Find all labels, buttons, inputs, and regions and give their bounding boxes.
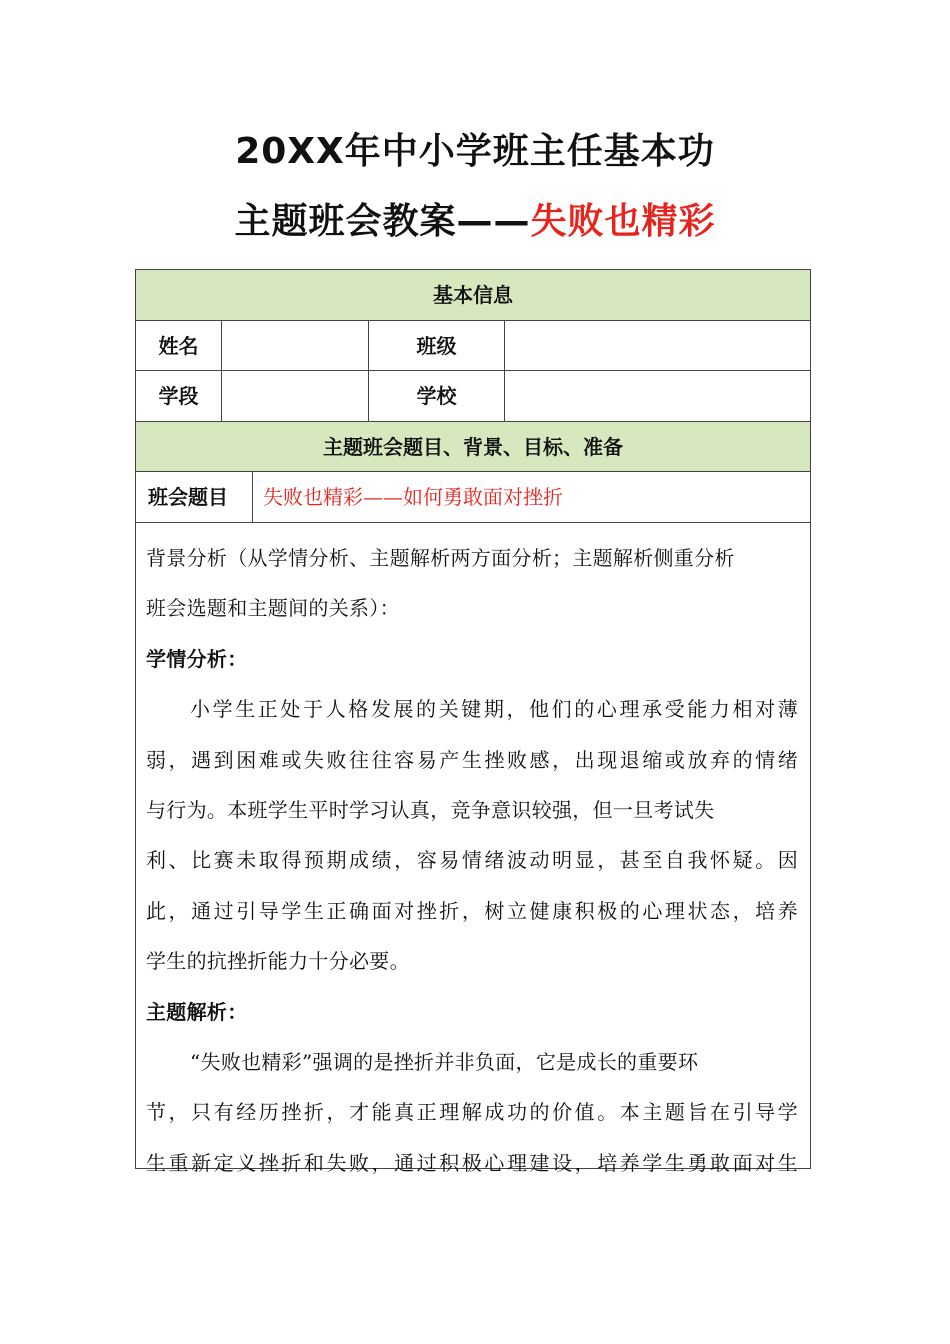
school-field[interactable] (505, 371, 810, 421)
topic-label: 班会题目 (136, 472, 253, 522)
paragraph-line: 学生的抗挫折能力十分必要。 (146, 949, 410, 974)
background-analysis (146, 533, 798, 1188)
background-intro-line: 背景分析（从学情分析、主题解析两方面分析；主题解析侧重分析 (146, 546, 735, 570)
paragraph-line: 节，只有经历挫折，才能真正理解成功的价值。本主题旨在引导学 (146, 1100, 798, 1125)
topic-value: 失败也精彩——如何勇敢面对挫折 (263, 485, 563, 509)
paragraph-line: 利、比赛未取得预期成绩，容易情绪波动明显，甚至自我怀疑。因 (146, 848, 798, 873)
row-topic (136, 472, 810, 523)
paragraph-line: 小学生正处于人格发展的关键期，他们的心理承受能力相对薄 (190, 697, 798, 722)
row-stage-school (136, 371, 810, 422)
class-label: 班级 (369, 321, 505, 370)
name-field[interactable] (222, 321, 369, 370)
lesson-plan-table (135, 269, 811, 1175)
title-topic-highlight: 失败也精彩 (530, 201, 716, 242)
title-prefix: 主题班会教案—— (234, 201, 531, 242)
paragraph-line: 此，通过引导学生正确面对挫折，树立健康积极的心理状态，培养 (146, 898, 798, 923)
basic-info-header: 基本信息 (136, 270, 810, 321)
student-analysis-heading: 学情分析： (146, 646, 248, 671)
stage-field[interactable] (222, 371, 369, 421)
paragraph-line: 与行为。本班学生平时学习认真，竞争意识较强，但一旦考试失 (146, 798, 715, 823)
paragraph-line: “失败也精彩”强调的是挫折并非负面，它是成长的重要环 (190, 1050, 699, 1075)
row-name-class (136, 321, 810, 371)
name-label: 姓名 (136, 321, 222, 370)
class-field[interactable] (505, 321, 810, 370)
stage-label: 学段 (136, 371, 222, 421)
document-title-line1: 20XX年中小学班主任基本功 (235, 131, 715, 172)
theme-analysis-heading: 主题解析： (146, 999, 248, 1024)
paragraph-line: 弱，遇到困难或失败往往容易产生挫败感，出现退缩或放弃的情绪 (146, 747, 798, 772)
topic-section-header: 主题班会题目、背景、目标、准备 (136, 422, 810, 472)
background-intro-line: 班会选题和主题间的关系）： (146, 596, 400, 621)
school-label: 学校 (369, 371, 505, 421)
paragraph-line: 生重新定义挫折和失败，通过积极心理建设，培养学生勇敢面对生 (146, 1150, 798, 1175)
document-title-line2 (0, 198, 950, 246)
